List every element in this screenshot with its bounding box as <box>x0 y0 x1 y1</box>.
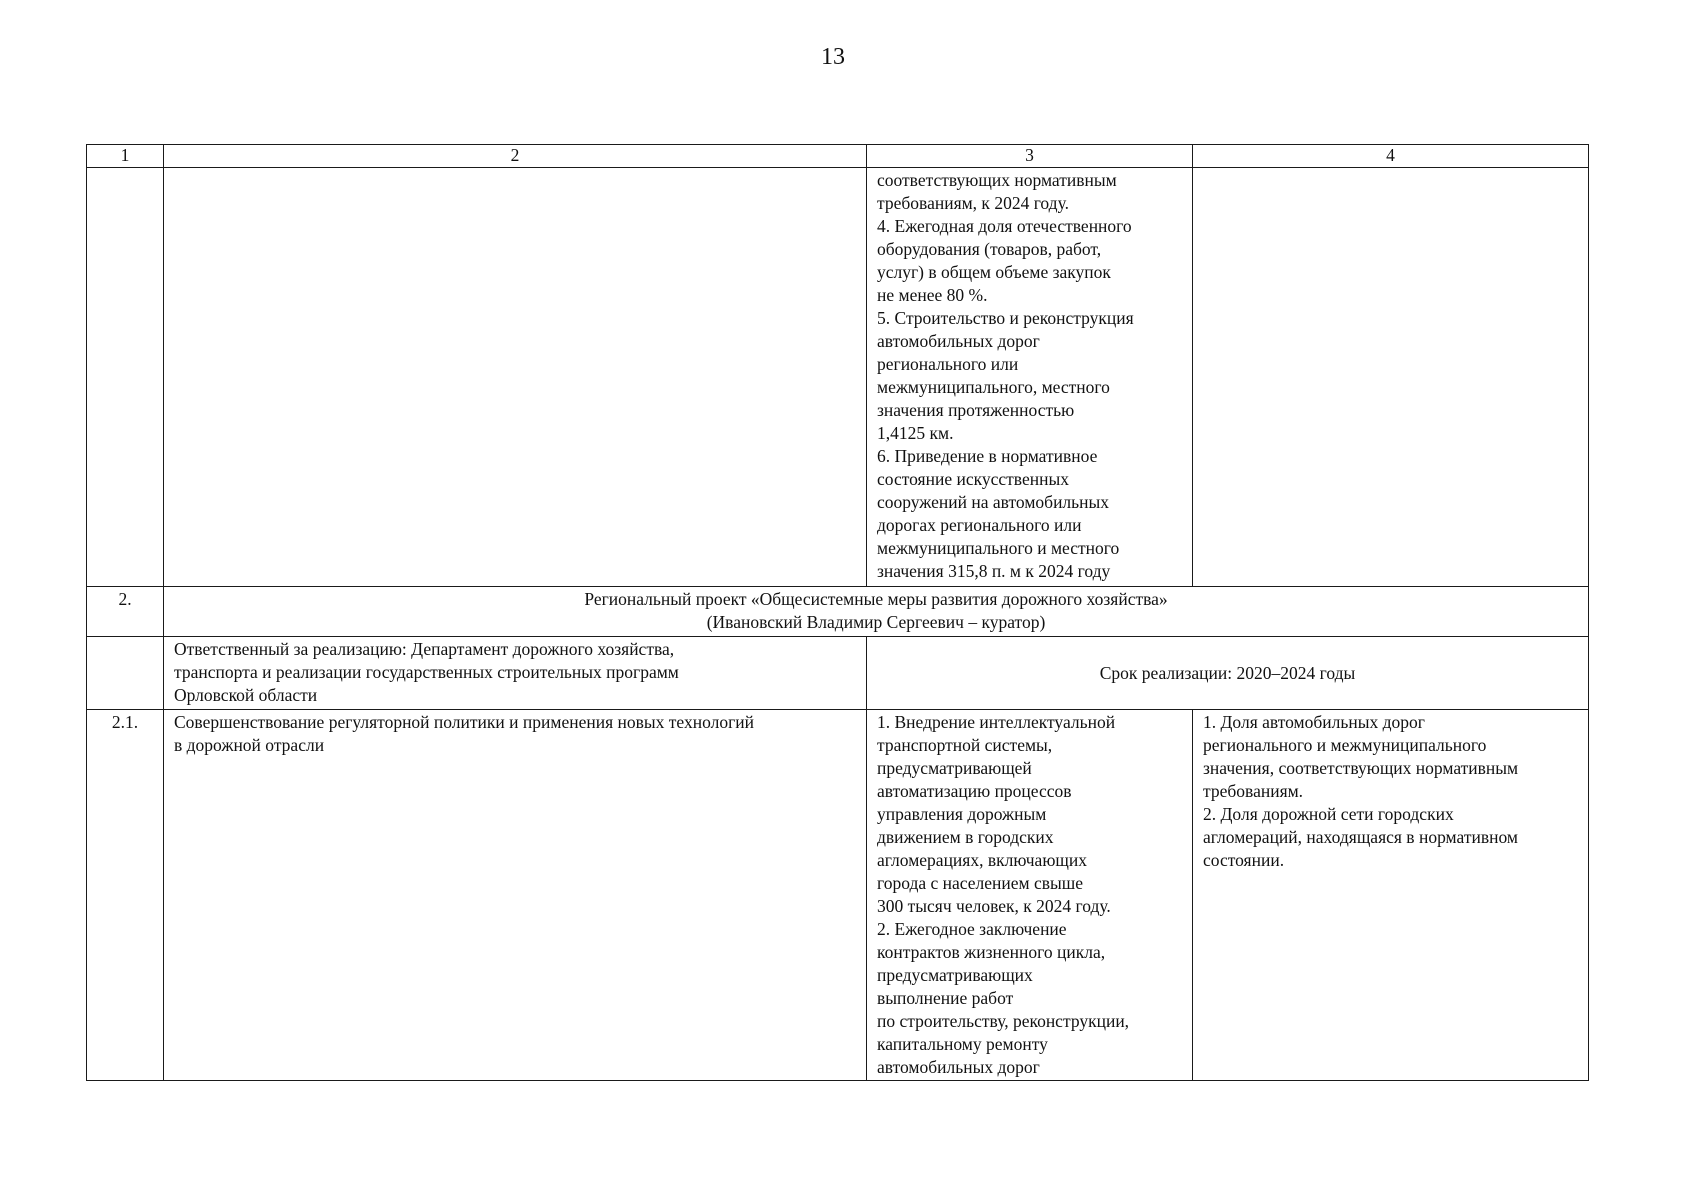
table-row-2-1 <box>87 710 1589 1081</box>
column-header-2: 2 <box>164 145 867 168</box>
column-header-4: 4 <box>1193 145 1589 168</box>
project-title-line: Региональный проект «Общесистемные меры развития дорожного хозяйства» <box>584 589 1168 609</box>
program-table <box>86 144 1589 1081</box>
column-header-3: 3 <box>867 145 1193 168</box>
expected-results-cell: 1. Внедрение интеллектуальной транспортной системы, предусматривающей автоматизацию процессов управления дорожным движением в городских агломерациях, включающих города с населением свыше 300 тысяч человек, к 2024 году. 2. Ежегодное заключение контрактов жизненного цикла, предусматривающих выполнение работ по строительству, реконструкции, капитальному ремонту автомобильных дорог <box>867 710 1193 1081</box>
table-row-regional-project <box>87 587 1589 637</box>
indicators-cell: 1. Доля автомобильных дорог регионального и межмуниципального значения, соответствующих нормативным требованиям. 2. Доля дорожной сети городских агломераций, находящаяся в нормативном состоянии. <box>1193 710 1589 1081</box>
table-header-row <box>87 145 1589 168</box>
row-number-cell <box>87 637 164 710</box>
page-number: 13 <box>821 44 845 70</box>
project-curator-line: (Ивановский Владимир Сергеевич – куратор) <box>706 612 1046 632</box>
table-row-continuation <box>87 168 1589 587</box>
regional-project-title <box>164 587 1589 637</box>
row-number-cell: 2. <box>87 587 164 637</box>
implementation-period-cell: Срок реализации: 2020–2024 годы <box>867 637 1589 710</box>
row-number-cell <box>87 168 164 587</box>
column-header-1: 1 <box>87 145 164 168</box>
activity-name-cell <box>164 168 867 587</box>
row-number-cell: 2.1. <box>87 710 164 1081</box>
indicators-cell <box>1193 168 1589 587</box>
responsible-body-cell: Ответственный за реализацию: Департамент дорожного хозяйства, транспорта и реализации государственных строительных программ Орловской области <box>164 637 867 710</box>
activity-name-cell: Совершенствование регуляторной политики и применения новых технологий в дорожной отрасли <box>164 710 867 1081</box>
expected-results-cell: соответствующих нормативным требованиям, к 2024 году. 4. Ежегодная доля отечественного оборудования (товаров, работ, услуг) в общем объеме закупок не менее 80 %. 5. Строительство и реконструкция автомобильных дорог регионального или межмуниципального, местного значения протяженностью 1,4125 км. 6. Приведение в нормативное состояние искусственных сооружений на автомобильных дорогах регионального или межмуниципального и местного значения 315,8 п. м к 2024 году <box>867 168 1193 587</box>
table-row-responsible <box>87 637 1589 710</box>
